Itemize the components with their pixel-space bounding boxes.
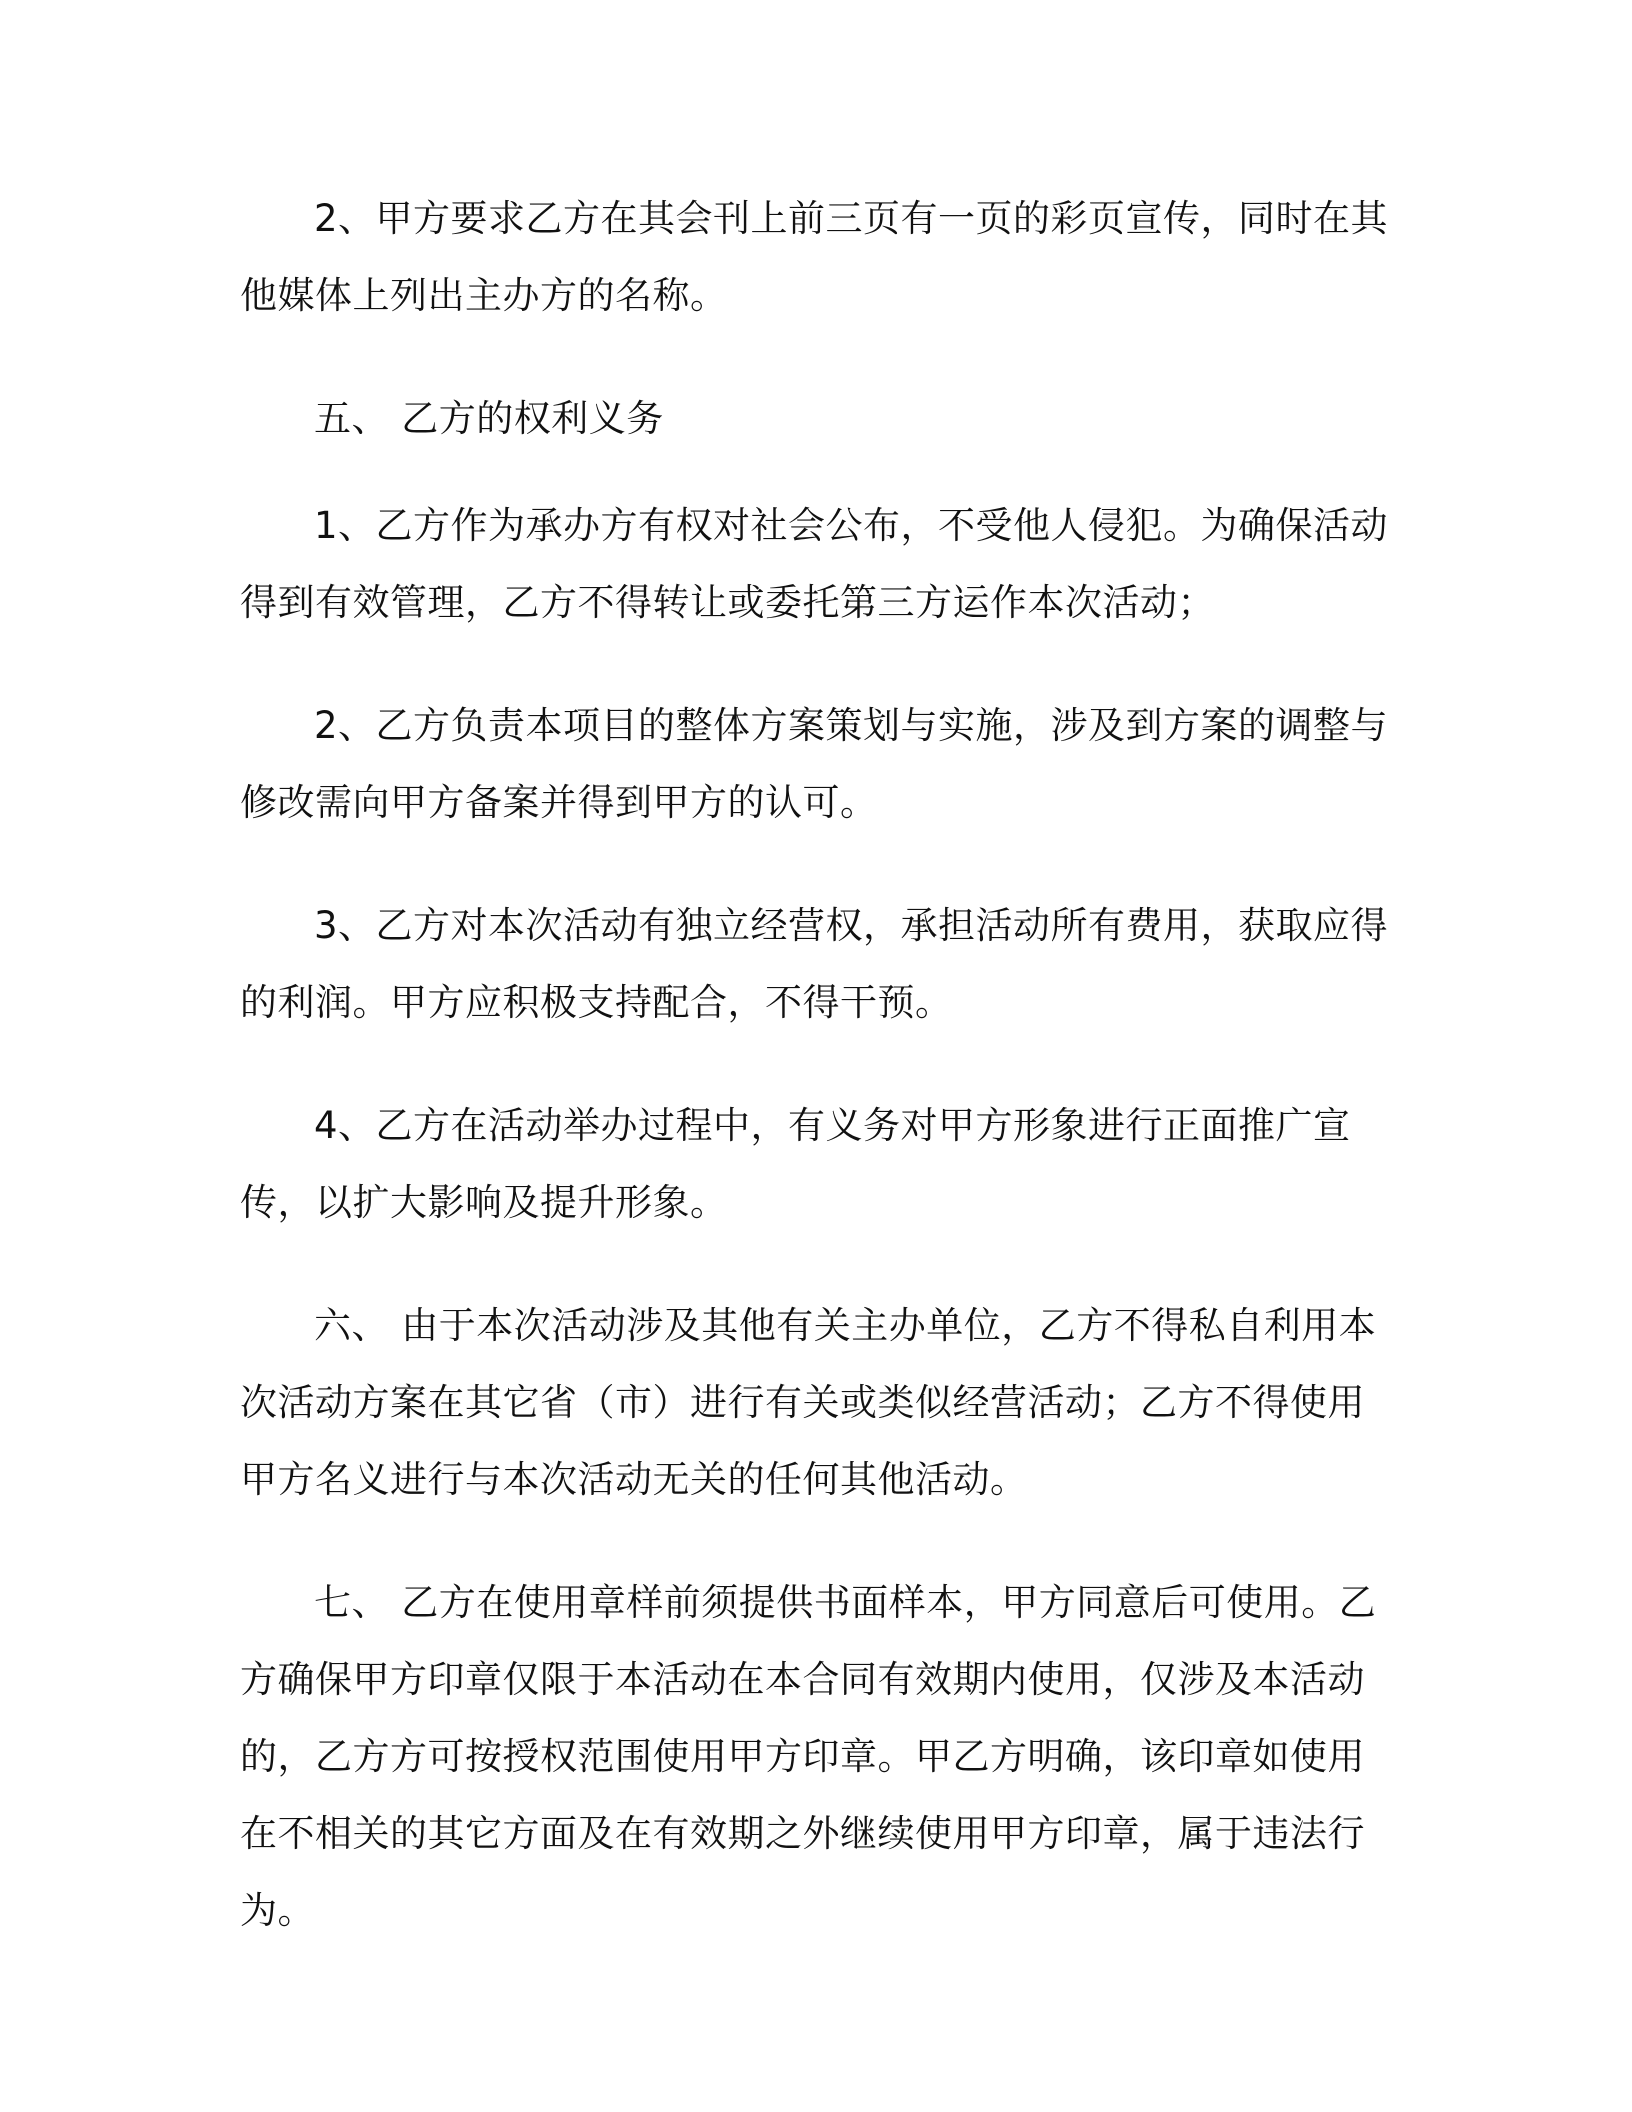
paragraph-party-a-publicity: 2、甲方要求乙方在其会刊上前三页有一页的彩页宣传，同时在其他媒体上列出主办方的名称。 [240, 197, 1389, 317]
paragraph-section-seven: 七、 乙方在使用章样前须提供书面样本，甲方同意后可使用。乙方确保甲方印章仅限于本活动在本合同有效期内使用，仅涉及本活动的，乙方方可按授权范围使用甲方印章。甲乙方明确，该印章如使用在不相关的其它方面及在有效期之外继续使用甲方印章，属于违法行为。 [240, 1581, 1377, 1932]
section-heading-party-b-rights: 五、 乙方的权利义务 [314, 397, 664, 440]
paragraph-party-b-right-3: 3、乙方对本次活动有独立经营权，承担活动所有费用，获取应得的利润。甲方应积极支持配合，不得干预。 [240, 904, 1389, 1024]
paragraph-section-six: 六、 由于本次活动涉及其他有关主办单位，乙方不得私自利用本次活动方案在其它省（市）进行有关或类似经营活动；乙方不得使用甲方名义进行与本次活动无关的任何其他活动。 [240, 1304, 1377, 1501]
document-body [240, 180, 1390, 1949]
paragraph-party-b-right-1: 1、乙方作为承办方有权对社会公布，不受他人侵犯。为确保活动得到有效管理，乙方不得转让或委托第三方运作本次活动； [240, 504, 1389, 624]
paragraph-party-b-right-4: 4、乙方在活动举办过程中，有义务对甲方形象进行正面推广宣传，以扩大影响及提升形象。 [240, 1104, 1351, 1224]
paragraph-party-b-right-2: 2、乙方负责本项目的整体方案策划与实施，涉及到方案的调整与修改需向甲方备案并得到甲方的认可。 [240, 704, 1389, 824]
